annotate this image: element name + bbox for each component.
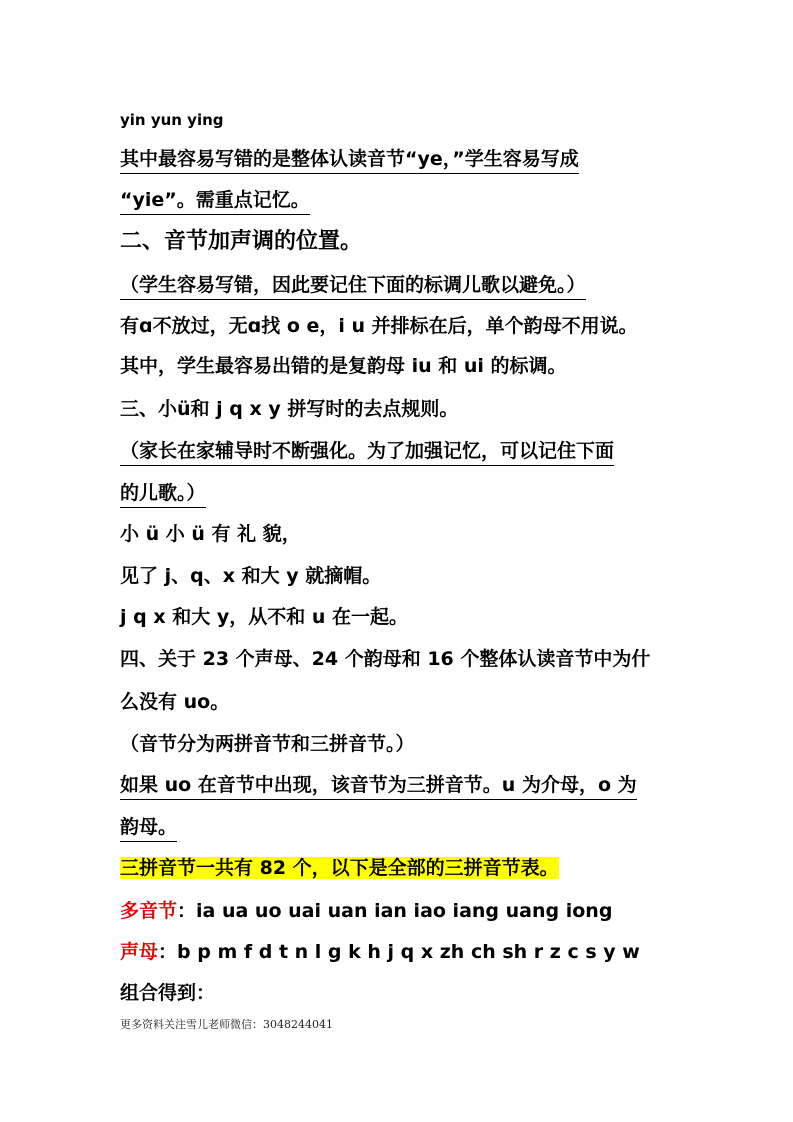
page-footer: 更多资料关注雪儿老师微信：3048244041 xyxy=(120,1018,333,1031)
vowel-label: 多音节 xyxy=(120,900,178,922)
initial-label: 声母 xyxy=(120,941,159,963)
text-l14: 四、关于 23 个声母、24 个韵母和 16 个整体认读音节中为什 xyxy=(120,648,651,670)
paragraph-line xyxy=(120,814,177,840)
text-l7: 其中，学生最容易出错的是复韵母 iu 和 ui 的标调。 xyxy=(120,355,567,377)
pinyin-line xyxy=(120,107,224,133)
rhyme-line xyxy=(120,521,301,547)
paragraph-line xyxy=(120,353,567,379)
paragraph-line xyxy=(120,731,415,757)
text-l2: 其中最容易写错的是整体认读音节“ye，”学生容易写成 xyxy=(120,148,579,174)
text-l15: 么没有 uo。 xyxy=(120,691,230,713)
text-l10: 的儿歌。） xyxy=(120,482,206,508)
text-l4: 二、音节加声调的位置。 xyxy=(120,229,363,254)
text-l8: 三、小ü和 j q x y 拼写时的去点规则。 xyxy=(120,398,459,420)
paragraph-line xyxy=(120,480,206,506)
text-l11: 小 ü 小 ü 有 礼 貌， xyxy=(120,523,301,545)
highlighted-line xyxy=(120,855,559,881)
text-l1: yin yun ying xyxy=(120,111,224,129)
text-l18: 韵母。 xyxy=(120,816,177,842)
section-heading-2 xyxy=(120,229,362,255)
text-l3: “yie”。需重点记忆。 xyxy=(120,189,310,215)
text-l6: 有ɑ不放过，无ɑ找 o e，i u 并排标在后，单个韵母不用说。 xyxy=(120,315,638,337)
text-l16: （音节分为两拼音节和三拼音节。） xyxy=(120,733,415,755)
paragraph-line xyxy=(120,689,229,715)
paragraph-line xyxy=(120,772,637,798)
initial-list: ：b p m f d t n l g k h j q x zh ch sh r z c s y w xyxy=(158,941,640,963)
rhyme-line xyxy=(120,604,408,630)
section-heading-4 xyxy=(120,646,650,672)
initial-list-line xyxy=(120,939,640,965)
rhyme-line xyxy=(120,563,381,589)
paragraph-line xyxy=(120,146,579,172)
text-l13: j q x 和大 y，从不和 u 在一起。 xyxy=(120,606,408,628)
paragraph-line xyxy=(120,980,215,1006)
text-l22: 组合得到： xyxy=(120,982,216,1004)
text-l5: （学生容易写错，因此要记住下面的标调儿歌以避免。） xyxy=(120,274,586,300)
text-l12: 见了 j、q、x 和大 y 就摘帽。 xyxy=(120,565,382,587)
text-l17: 如果 uo 在音节中出现，该音节为三拼音节。u 为介母，o 为 xyxy=(120,774,637,800)
text-l19: 三拼音节一共有 82 个，以下是全部的三拼音节表。 xyxy=(120,857,559,879)
paragraph-line xyxy=(120,187,310,213)
section-heading-3 xyxy=(120,396,458,422)
text-l9: （家长在家辅导时不断强化。为了加强记忆，可以记住下面 xyxy=(120,440,614,466)
paragraph-line xyxy=(120,272,586,298)
vowel-list-line xyxy=(120,898,612,924)
paragraph-line xyxy=(120,438,614,464)
vowel-list: ：ia ua uo uai uan ian iao iang uang iong xyxy=(177,900,613,922)
paragraph-line xyxy=(120,313,638,339)
